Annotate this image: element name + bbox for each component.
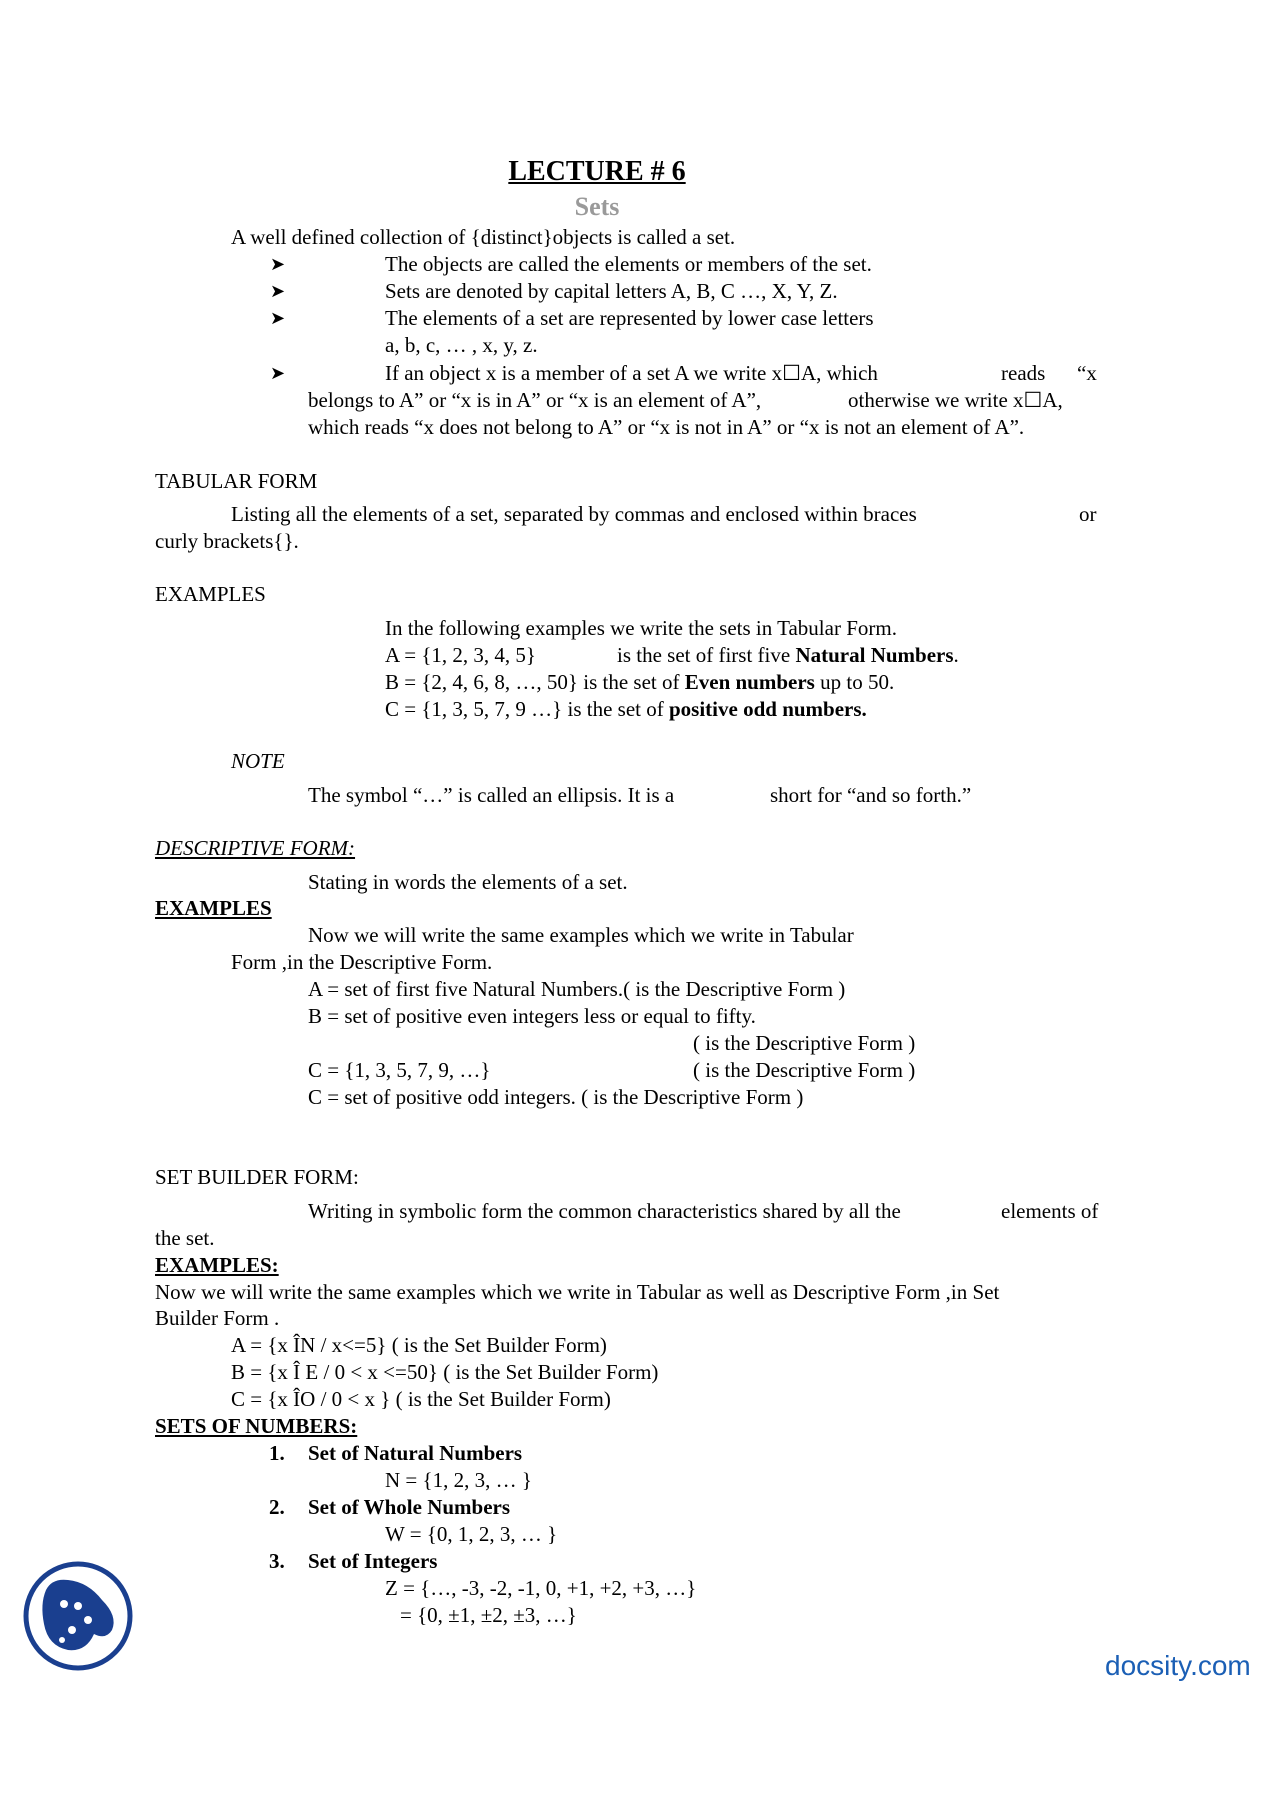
tabular-desc-2: curly brackets{}. bbox=[155, 529, 299, 553]
builder-intro: Now we will write the same examples which we write in Tabular as well as Descriptive Form ,in Set bbox=[155, 1280, 1000, 1304]
arrow-bullet-icon: ➤ bbox=[270, 281, 286, 302]
whole-numbers-value: W = {0, 1, 2, 3, … } bbox=[385, 1522, 558, 1546]
note-text: The symbol “…” is called an ellipsis. It is a bbox=[308, 783, 675, 807]
examples-heading: EXAMPLES bbox=[155, 582, 266, 606]
descriptive-intro: Now we will write the same examples which we write in Tabular bbox=[308, 923, 854, 947]
builder-heading: SET BUILDER FORM: bbox=[155, 1165, 359, 1189]
list-item-number: 2. bbox=[269, 1495, 285, 1519]
note-text-2: short for “and so forth.” bbox=[770, 783, 972, 807]
arrow-bullet-icon: ➤ bbox=[270, 363, 286, 384]
descriptive-c-set: C = {1, 3, 5, 7, 9, …} bbox=[308, 1058, 491, 1082]
note-heading: NOTE bbox=[231, 749, 285, 773]
list-item-number: 3. bbox=[269, 1549, 285, 1573]
tabular-desc-or: or bbox=[1079, 502, 1097, 526]
arrow-bullet-icon: ➤ bbox=[270, 254, 286, 275]
builder-b: B = {x Î E / 0 < x <=50} ( is the Set Builder Form) bbox=[231, 1360, 659, 1384]
bullet-lowercase: The elements of a set are represented by lower case letters bbox=[385, 306, 874, 330]
builder-desc-tail: elements of bbox=[1001, 1199, 1099, 1223]
descriptive-examples-heading: EXAMPLES bbox=[155, 896, 272, 920]
natural-numbers-value: N = {1, 2, 3, … } bbox=[385, 1468, 532, 1492]
example-c: C = {1, 3, 5, 7, 9 …} is the set of positive odd numbers. bbox=[385, 697, 867, 721]
descriptive-heading: DESCRIPTIVE FORM: bbox=[155, 836, 356, 860]
integers-label: Set of Integers bbox=[308, 1549, 438, 1573]
builder-c: C = {x ÎO / 0 < x } ( is the Set Builder Form) bbox=[231, 1387, 611, 1411]
natural-numbers-label: Set of Natural Numbers bbox=[308, 1441, 523, 1465]
examples-intro: In the following examples we write the sets in Tabular Form. bbox=[385, 616, 897, 640]
builder-desc-2: the set. bbox=[155, 1226, 215, 1250]
descriptive-intro-2: Form ,in the Descriptive Form. bbox=[231, 950, 493, 974]
integers-value: Z = {…, -3, -2, -1, 0, +1, +2, +3, …} bbox=[385, 1576, 697, 1600]
integers-value-2: = {0, ±1, ±2, ±3, …} bbox=[400, 1603, 577, 1627]
arrow-bullet-icon: ➤ bbox=[270, 308, 286, 329]
builder-examples-heading: EXAMPLES: bbox=[155, 1253, 279, 1277]
docsity-logo-icon bbox=[22, 1560, 134, 1672]
definition: A well defined collection of {distinct}objects is called a set. bbox=[231, 225, 736, 249]
builder-a: A = {x ÎN / x<=5} ( is the Set Builder Form) bbox=[231, 1333, 607, 1357]
descriptive-b-note: ( is the Descriptive Form ) bbox=[693, 1031, 916, 1055]
tabular-desc: Listing all the elements of a set, separated by commas and enclosed within braces bbox=[231, 502, 917, 526]
bullet-membership-reads: reads bbox=[1001, 361, 1046, 385]
bullet-elements: The objects are called the elements or members of the set. bbox=[385, 252, 872, 276]
whole-numbers-label: Set of Whole Numbers bbox=[308, 1495, 511, 1519]
bullet-membership-otherwise: otherwise we write x☐A, bbox=[848, 388, 1063, 412]
descriptive-c-note: ( is the Descriptive Form ) bbox=[693, 1058, 916, 1082]
example-a-set: A = {1, 2, 3, 4, 5} bbox=[385, 643, 537, 667]
descriptive-desc: Stating in words the elements of a set. bbox=[308, 870, 628, 894]
builder-desc: Writing in symbolic form the common characteristics shared by all the bbox=[308, 1199, 901, 1223]
bullet-membership-x: “x bbox=[1077, 361, 1097, 385]
descriptive-a: A = set of first five Natural Numbers.( is the Descriptive Form ) bbox=[308, 977, 846, 1001]
topic-title: Sets bbox=[574, 192, 620, 221]
bullet-membership-2: belongs to A” or “x is in A” or “x is an element of A”, bbox=[308, 388, 762, 412]
lecture-title: LECTURE # 6 bbox=[508, 156, 686, 187]
descriptive-b: B = set of positive even integers less or equal to fifty. bbox=[308, 1004, 756, 1028]
descriptive-c2: C = set of positive odd integers. ( is the Descriptive Form ) bbox=[308, 1085, 804, 1109]
bullet-lowercase-2: a, b, c, … , x, y, z. bbox=[385, 333, 538, 357]
docsity-brand[interactable]: docsity.com bbox=[1105, 1650, 1251, 1681]
bullet-membership: If an object x is a member of a set A we write x☐A, which bbox=[385, 361, 878, 385]
numbers-heading: SETS OF NUMBERS: bbox=[155, 1414, 358, 1438]
list-item-number: 1. bbox=[269, 1441, 285, 1465]
bullet-membership-3: which reads “x does not belong to A” or “x is not in A” or “x is not an element of A”. bbox=[308, 415, 1025, 439]
builder-intro-2: Builder Form . bbox=[155, 1306, 280, 1330]
example-b: B = {2, 4, 6, 8, …, 50} is the set of Even numbers up to 50. bbox=[385, 670, 895, 694]
bullet-capital-letters: Sets are denoted by capital letters A, B, C …, X, Y, Z. bbox=[385, 279, 838, 303]
example-a-desc: is the set of first five Natural Numbers. bbox=[617, 643, 959, 667]
tabular-heading: TABULAR FORM bbox=[155, 469, 318, 493]
